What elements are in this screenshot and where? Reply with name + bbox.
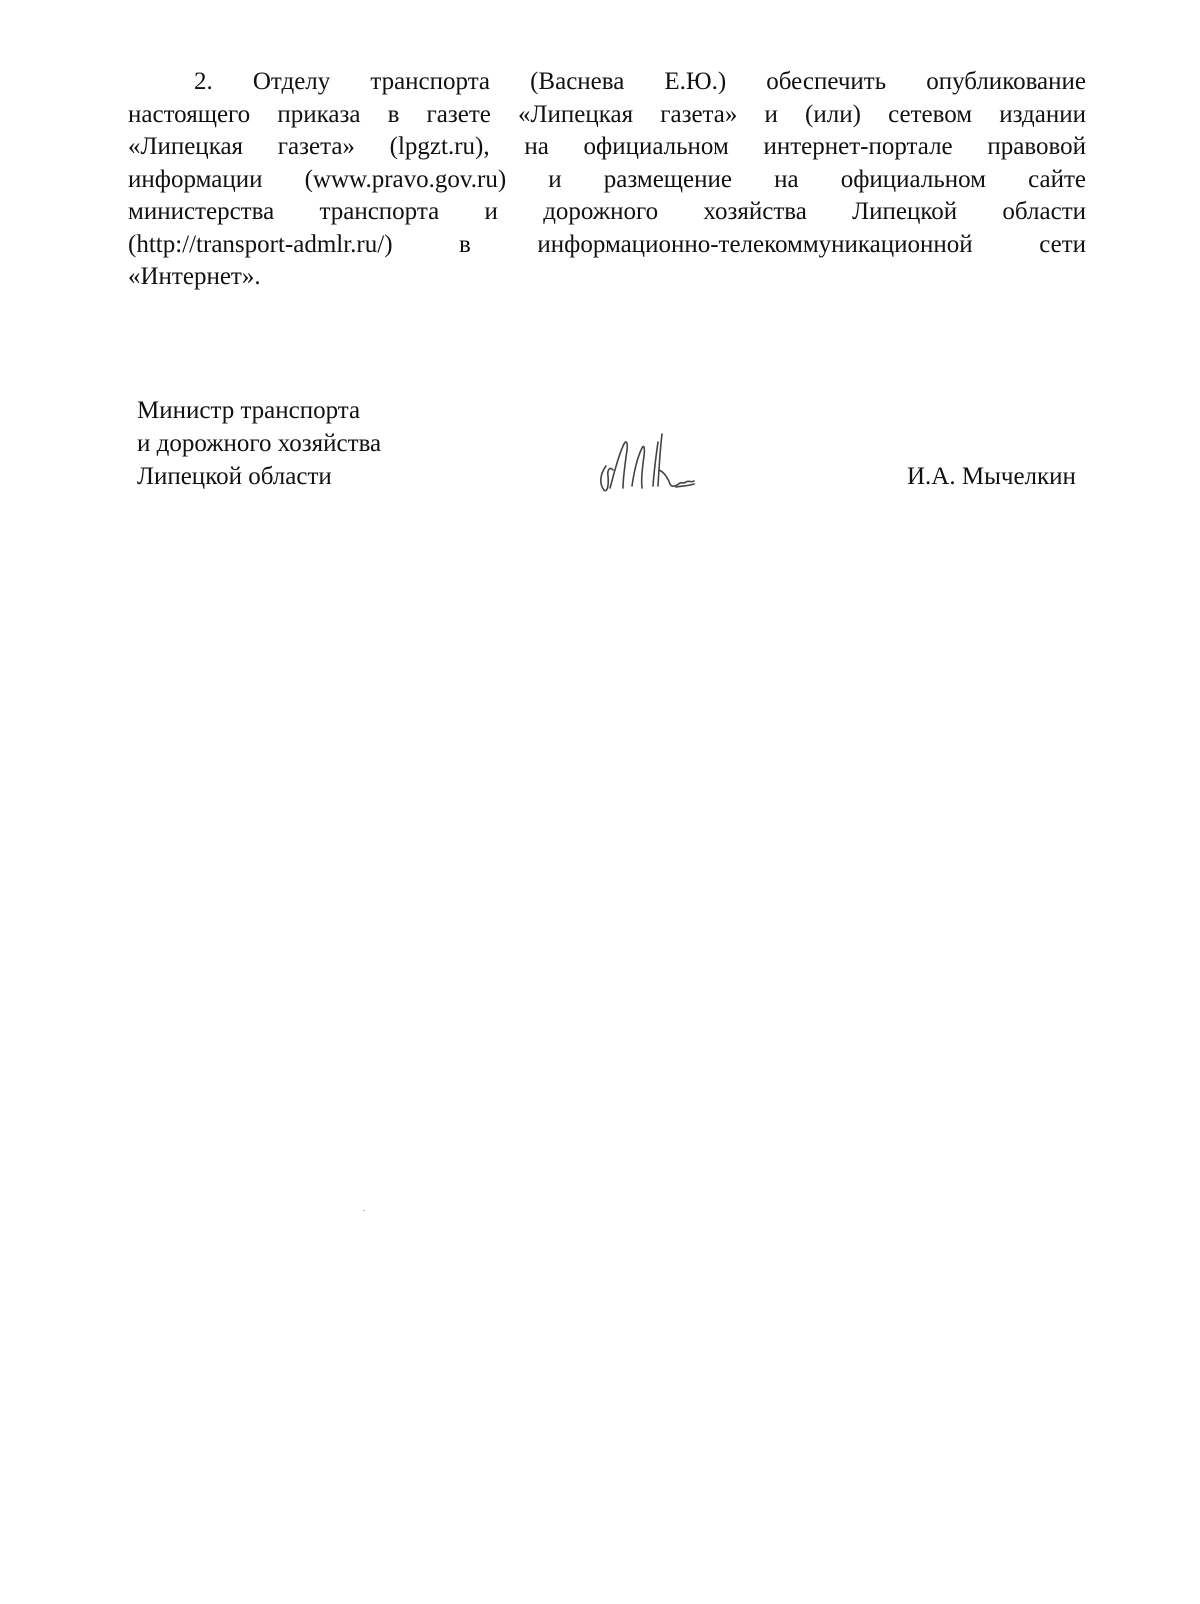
paragraph-line: «Интернет». bbox=[128, 263, 261, 290]
paragraph-line: 2. Отделу транспорта (Васнева Е.Ю.) обеспечить опубликование bbox=[194, 68, 1086, 95]
paragraph-line: настоящего приказа в газете «Липецкая газета» и (или) сетевом издании bbox=[128, 100, 1086, 128]
scan-speck bbox=[363, 1210, 365, 1211]
signatory-position bbox=[137, 394, 437, 493]
position-line: Липецкой области bbox=[137, 463, 332, 490]
paragraph-line: информации (www.pravo.gov.ru) и размещение на официальном сайте bbox=[128, 165, 1086, 193]
signatory-name: И.А. Мычелкин bbox=[907, 463, 1076, 490]
signature-strokes bbox=[601, 434, 694, 491]
position-line: и дорожного хозяйства bbox=[137, 430, 382, 457]
handwritten-signature-icon bbox=[596, 426, 706, 501]
position-line: Министр транспорта bbox=[137, 397, 361, 424]
paragraph-line: «Липецкая газета» (lpgzt.ru), на официальном интернет-портале правовой bbox=[128, 133, 1086, 160]
paragraph-line: (http://transport-admlr.ru/) в информационно-телекоммуникационной сети bbox=[128, 230, 1086, 258]
paragraph-line: министерства транспорта и дорожного хозяйства Липецкой области bbox=[128, 198, 1086, 225]
order-paragraph-2 bbox=[128, 66, 1086, 294]
